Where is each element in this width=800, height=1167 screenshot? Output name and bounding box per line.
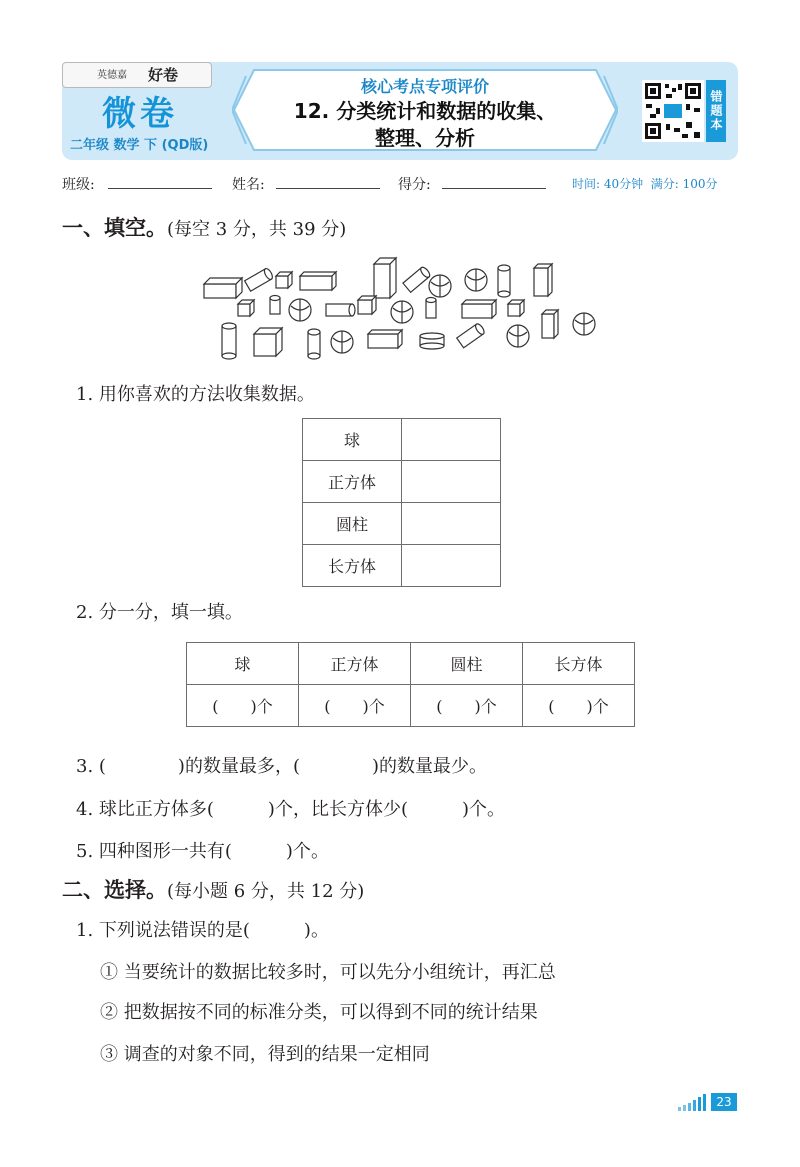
answer-blank[interactable]: ( )个 <box>523 685 635 727</box>
answer-blank[interactable]: ( )个 <box>299 685 411 727</box>
shapes-illustration <box>196 254 606 364</box>
class-label: 班级: <box>62 177 95 193</box>
cube-shape <box>358 296 376 314</box>
cylinder-shape <box>245 267 274 291</box>
ball-shape <box>465 269 487 291</box>
cuoti-badge[interactable]: 错题本 <box>706 80 726 142</box>
collect-table <box>302 418 501 587</box>
table-cell-label: 圆柱 <box>303 503 402 545</box>
table-cell-label: 球 <box>303 419 402 461</box>
section1-heading: 一、填空。(每空 3 分，共 39 分) <box>62 216 347 240</box>
cuboid-shape <box>542 310 558 338</box>
s2-question-1: 1. 下列说法错误的是( )。 <box>76 920 329 941</box>
table-row <box>303 503 501 545</box>
table-header-cell: 正方体 <box>299 643 411 685</box>
cylinder-shape <box>326 304 355 316</box>
answer-blank[interactable]: ( )个 <box>411 685 523 727</box>
cylinder-shape <box>403 266 431 293</box>
cylinder-shape <box>420 333 444 349</box>
option-1[interactable]: ① 当要统计的数据比较多时，可以先分小组统计，再汇总 <box>100 962 556 983</box>
cylinder-shape <box>426 298 436 319</box>
table-row <box>303 461 501 503</box>
table-header-cell: 圆柱 <box>411 643 523 685</box>
page-number: 23 <box>711 1093 737 1111</box>
table-header-cell: 球 <box>187 643 299 685</box>
cuboid-shape <box>534 264 552 296</box>
ball-shape <box>391 301 413 323</box>
name-label: 姓名: <box>232 177 265 193</box>
cylinder-shape <box>222 323 236 359</box>
page-bars-icon <box>676 1093 710 1111</box>
cube-shape <box>508 300 524 316</box>
score-label: 得分: <box>398 177 431 193</box>
brand-title: 微卷 <box>102 94 178 134</box>
class-field[interactable] <box>108 188 212 189</box>
cuboid-shape <box>204 278 242 298</box>
cuboid-shape <box>368 330 402 348</box>
s1-question-5: 5. 四种图形一共有( )个。 <box>76 841 329 862</box>
count-table <box>186 642 635 727</box>
cuboid-shape <box>300 272 336 290</box>
cuboid-shape <box>374 258 396 298</box>
cylinder-shape <box>498 265 510 297</box>
table-row <box>303 545 501 587</box>
table-cell-label: 长方体 <box>303 545 402 587</box>
banner-title: 12. 分类统计和数据的收集、 整理、分析 <box>293 99 557 150</box>
grade-line: 二年级 数学 下 (QD版) <box>70 138 209 153</box>
table-cell-answer[interactable] <box>402 461 501 503</box>
score-field[interactable] <box>442 188 546 189</box>
table-cell-label: 正方体 <box>303 461 402 503</box>
cube-shape <box>254 328 282 356</box>
section2-heading: 二、选择。(每小题 6 分，共 12 分) <box>62 878 365 902</box>
cylinder-shape <box>270 296 280 315</box>
cylinder-shape <box>308 329 320 359</box>
cuboid-shape <box>462 300 496 318</box>
banner-subtitle: 核心考点专项评价 <box>360 77 489 96</box>
table-cell-answer[interactable] <box>402 503 501 545</box>
answer-blank[interactable]: ( )个 <box>187 685 299 727</box>
table-cell-answer[interactable] <box>402 545 501 587</box>
cube-shape <box>238 300 254 316</box>
qr-code-icon[interactable] <box>642 80 704 142</box>
table-header-row <box>187 643 635 685</box>
s1-question-2: 2. 分一分，填一填。 <box>76 602 243 623</box>
s1-question-4: 4. 球比正方体多( )个，比长方体少( )个。 <box>76 799 505 820</box>
table-cell-answer[interactable] <box>402 419 501 461</box>
table-row <box>187 685 635 727</box>
cylinder-shape <box>457 322 486 347</box>
ball-shape <box>331 331 353 353</box>
ball-shape <box>429 275 451 297</box>
s1-question-3: 3. ( )的数量最多，( )的数量最少。 <box>76 756 487 777</box>
ball-shape <box>289 299 311 321</box>
cube-shape <box>276 272 292 288</box>
ball-shape <box>507 325 529 347</box>
table-header-cell: 长方体 <box>523 643 635 685</box>
table-row <box>303 419 501 461</box>
exam-meta: 时间: 40分钟 满分: 100分 <box>572 177 718 191</box>
brand-tab: 英德嘉 <box>62 62 212 88</box>
option-3[interactable]: ③ 调查的对象不同，得到的结果一定相同 <box>100 1044 430 1065</box>
name-field[interactable] <box>276 188 380 189</box>
brand-logo: 好卷 <box>148 66 179 84</box>
option-2[interactable]: ② 把数据按不同的标准分类，可以得到不同的统计结果 <box>100 1002 538 1023</box>
ball-shape <box>573 313 595 335</box>
s1-question-1: 1. 用你喜欢的方法收集数据。 <box>76 384 315 405</box>
